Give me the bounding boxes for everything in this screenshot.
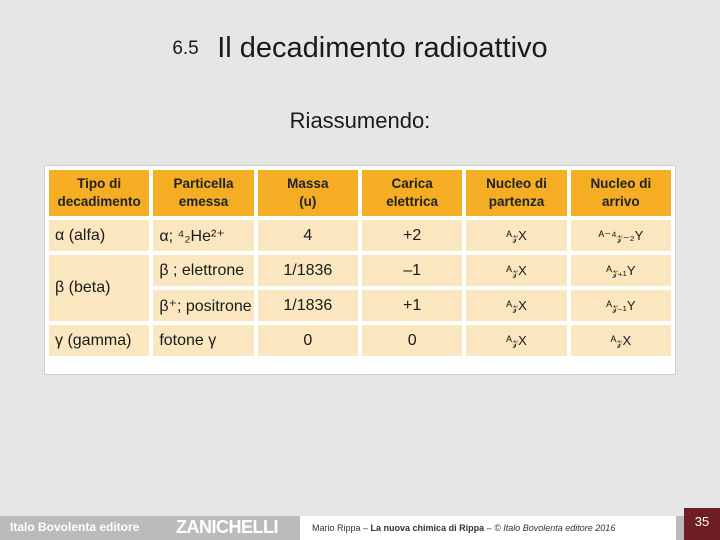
footer-bar xyxy=(0,516,720,540)
section-number: 6.5 xyxy=(172,37,199,59)
header-charge: Carica elettrica xyxy=(362,170,462,216)
page-number: 35 xyxy=(684,508,720,540)
cell-mass: 1/1836 xyxy=(258,255,358,286)
header-start-nucleus: Nucleo di partenza xyxy=(466,170,566,216)
cell-particle: fotone γ xyxy=(153,325,253,356)
cell-charge: –1 xyxy=(362,255,462,286)
title-text: Il decadimento radioattivo xyxy=(217,32,548,64)
cell-type: γ (gamma) xyxy=(49,325,149,356)
cell-particle: α; ⁴₂He²⁺ xyxy=(153,220,253,251)
brand-italo-bovolenta: Italo Bovolenta editore xyxy=(10,520,140,534)
header-mass: Massa (u) xyxy=(258,170,358,216)
publisher-logo xyxy=(0,516,276,540)
credit-author: Mario Rippa – xyxy=(312,523,369,533)
table-row-alpha xyxy=(49,220,671,251)
cell-start: ᴬ𝓏X xyxy=(466,255,566,286)
cell-type: α (alfa) xyxy=(49,220,149,251)
footer-credit xyxy=(300,516,676,540)
table-header-row xyxy=(49,170,671,216)
cell-end: ᴬ𝓏X xyxy=(571,325,671,356)
cell-charge: +1 xyxy=(362,290,462,321)
cell-charge: +2 xyxy=(362,220,462,251)
cell-mass: 1/1836 xyxy=(258,290,358,321)
cell-particle: β ; elettrone xyxy=(153,255,253,286)
slide-subtitle: Riassumendo: xyxy=(289,108,431,133)
cell-mass: 4 xyxy=(258,220,358,251)
cell-end: ᴬ⁻⁴𝓏₋₂Y xyxy=(571,220,671,251)
cell-mass: 0 xyxy=(258,325,358,356)
credit-book: La nuova chimica di Rippa xyxy=(370,523,485,533)
decay-table xyxy=(45,166,675,360)
cell-start: ᴬ𝓏X xyxy=(466,290,566,321)
table-row-gamma xyxy=(49,325,671,356)
cell-type: β (beta) xyxy=(49,255,149,321)
cell-end: ᴬ𝓏₊₁Y xyxy=(571,255,671,286)
cell-end: ᴬ𝓏₋₁Y xyxy=(571,290,671,321)
table-row-beta-minus xyxy=(49,255,671,286)
header-particle: Particella emessa xyxy=(153,170,253,216)
header-end-nucleus: Nucleo di arrivo xyxy=(571,170,671,216)
credit-publisher: – © Italo Bovolenta editore 2016 xyxy=(486,523,616,533)
brand-zanichelli: ZANICHELLI xyxy=(176,517,278,537)
cell-start: ᴬ𝓏X xyxy=(466,325,566,356)
cell-particle: β⁺; positrone xyxy=(153,290,253,321)
slide-title xyxy=(0,32,720,65)
cell-start: ᴬ𝓏X xyxy=(466,220,566,251)
decay-summary-table xyxy=(44,165,676,375)
cell-charge: 0 xyxy=(362,325,462,356)
header-type: Tipo di decadimento xyxy=(49,170,149,216)
